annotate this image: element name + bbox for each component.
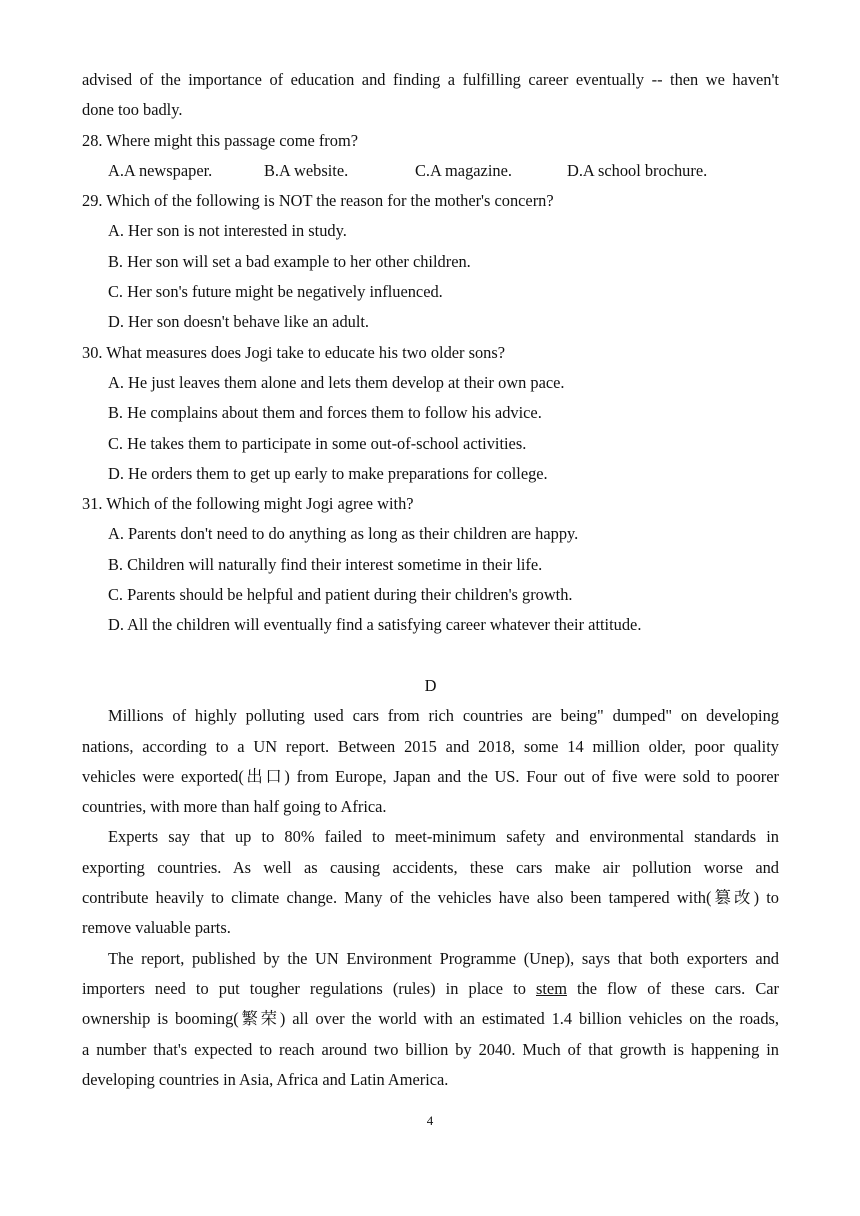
paragraph-line: Experts say that up to 80% failed to meet-minimum safety and environmental standards in — [108, 827, 779, 847]
paragraph-line: developing countries in Asia, Africa and Latin America. — [82, 1069, 449, 1089]
question-28-stem: 28. Where might this passage come from? — [82, 130, 358, 150]
option-b: B. Children will naturally find their interest sometime in their life. — [108, 554, 543, 574]
option-b: B.A website. — [264, 160, 349, 180]
section-spacer — [82, 641, 779, 671]
paragraph-line: nations, according to a UN report. Between 2015 and 2018, some 14 million older, poor quality — [82, 736, 779, 756]
paragraph-line: countries, with more than half going to Africa. — [82, 797, 387, 817]
underlined-word: stem — [536, 978, 567, 998]
option-a: A. Her son is not interested in study. — [108, 221, 347, 241]
paragraph-2 — [82, 822, 779, 943]
paragraph-line: vehicles were exported(出口) from Europe, Japan and the US. Four out of five were sold to poorer — [82, 766, 779, 786]
option-d: D.A school brochure. — [567, 160, 708, 180]
option-c: C. He takes them to participate in some out-of-school activities. — [108, 433, 527, 453]
option-d: D. He orders them to get up early to make preparations for college. — [108, 463, 548, 483]
option-c: C.A magazine. — [415, 160, 512, 180]
paragraph-line — [82, 974, 779, 1004]
paragraph-3 — [82, 944, 779, 1095]
paragraph-line: The report, published by the UN Environment Programme (Unep), says that both exporters and — [108, 948, 779, 968]
question-29-stem: 29. Which of the following is NOT the reason for the mother's concern? — [82, 191, 554, 211]
passage-continuation-line: done too badly. — [82, 100, 183, 120]
option-a: A. He just leaves them alone and lets them develop at their own pace. — [108, 372, 565, 392]
option-b: B. Her son will set a bad example to her other children. — [108, 251, 471, 271]
paragraph-line: contribute heavily to climate change. Many of the vehicles have also been tampered with(篡改) to — [82, 888, 779, 908]
text-run: the flow of these cars. Car — [566, 978, 779, 998]
document-page — [82, 65, 779, 1095]
option-c: C. Parents should be helpful and patient during their children's growth. — [108, 585, 573, 605]
option-d: D. All the children will eventually find a satisfying career whatever their attitude. — [108, 615, 642, 635]
passage-continuation-line: advised of the importance of education and finding a fulfilling career eventually -- then we haven't — [82, 70, 779, 89]
question-31-stem: 31. Which of the following might Jogi agree with? — [82, 494, 414, 514]
section-heading: D — [424, 675, 437, 695]
paragraph-1 — [82, 701, 779, 822]
paragraph-line: Millions of highly polluting used cars from rich countries are being" dumped" on developing — [108, 706, 779, 726]
option-b: B. He complains about them and forces them to follow his advice. — [108, 403, 542, 423]
option-a: A.A newspaper. — [108, 160, 213, 180]
option-a: A. Parents don't need to do anything as long as their children are happy. — [108, 524, 579, 544]
question-30-stem: 30. What measures does Jogi take to educate his two older sons? — [82, 342, 506, 362]
paragraph-line: remove valuable parts. — [82, 918, 231, 938]
paragraph-line: exporting countries. As well as causing accidents, these cars make air pollution worse and — [82, 857, 779, 877]
option-c: C. Her son's future might be negatively influenced. — [108, 282, 443, 302]
option-d: D. Her son doesn't behave like an adult. — [108, 312, 370, 332]
page-number: 4 — [426, 1113, 434, 1128]
paragraph-line: ownership is booming(繁荣) all over the world with an estimated 1.4 billion vehicles on the roads, — [82, 1009, 779, 1029]
text-run: importers need to put tougher regulations (rules) in place to — [82, 978, 536, 998]
paragraph-line: a number that's expected to reach around two billion by 2040. Much of that growth is happening in — [82, 1039, 779, 1059]
question-28-options — [82, 156, 779, 186]
